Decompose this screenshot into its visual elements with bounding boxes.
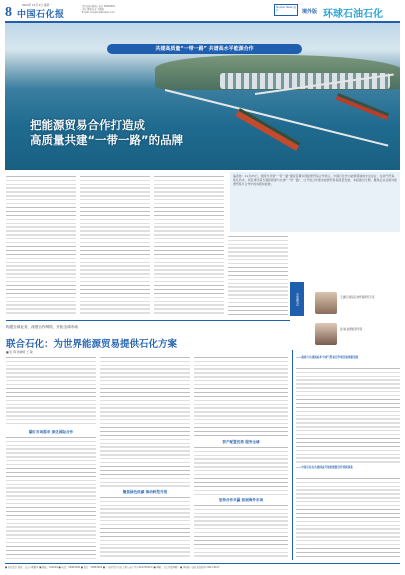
headline (30, 118, 183, 148)
editor-line: 审校 曹刚 版式 王晓刚 (82, 8, 104, 11)
section-heading: 聚焦绿色低碳 推动转型升级 (122, 490, 168, 494)
tanker-ship (336, 93, 390, 120)
article-column (6, 357, 96, 427)
article-column (6, 437, 96, 559)
article-column (296, 478, 400, 558)
expert-caption: 孙 敏 能源经济学者 (340, 328, 363, 331)
topic-banner: 共建高质量“一带一路” 共谱高水平能源合作 (107, 44, 302, 54)
section-heading: 资产配置优势 服务全球 (222, 440, 260, 444)
editor-note: 编者按：11月25日，我国与共建“一带一路”国家签署多项能源贸易合作协议。中国石化作为能源领域的中央企业，在油气贸易、炼化技术、项目建设等方面积极参与共建“一带一路”，以开放合作推动能源贸易高质量发展。本版推出专题，聚焦企业在海外能源贸易与合作中的实践和成效。 (230, 172, 400, 232)
article-column (100, 357, 190, 487)
feature-subhead: ——我国与共建国家多个油气贸易合作项目取得新进展 (296, 356, 359, 359)
headline-line: 高质量共建“一带一路”的品牌 (30, 133, 184, 147)
editor-line: E-mail: sinopec@sinopec.com (82, 11, 115, 14)
issue-date: 2024年 12月 2日 星期一 (22, 4, 52, 7)
article-column (296, 368, 400, 463)
article-byline: ■ 张 辉 周晓明 王 敏 (6, 350, 33, 354)
expert-caption: 王建民 国际石油贸易研究专家 (340, 296, 375, 299)
editor-line: 责任编辑 陈晓东 电话 59964000 (82, 5, 115, 8)
article-column (194, 447, 288, 495)
sidebar-tag: 专家观点 (290, 282, 304, 316)
section-divider (6, 320, 290, 321)
feature-subhead: ——中国石化在共建国家开展的能源合作持续深化 (296, 466, 354, 469)
paper-logo: 中国石化报 (17, 10, 65, 20)
article-column (194, 505, 288, 559)
section-title: 环球石油石化 (323, 9, 383, 20)
section-heading: 坚持合作共赢 拓展海外市场 (218, 498, 264, 502)
section-heading: 紧盯市场需求 深化国际合作 (28, 430, 74, 434)
editor-info (82, 5, 212, 14)
article-column (154, 176, 224, 316)
article-column (80, 176, 150, 316)
article-column (228, 236, 288, 316)
page-footer: ■ 石化报社 地址：北京市朝阳区 ■ 邮编：100029 ■ 电话：59963999 ■ 发行：59963200 ■ 广告经营许可证 京朝工商广登字20170022号 ■ 印刷：人民日报印刷厂 ■ 国内统一连续出版物号 CN11-0107 (5, 563, 400, 570)
section-label-small: 境外版 (302, 9, 318, 15)
column-divider (292, 350, 293, 560)
page-number: 8 (5, 5, 12, 20)
headline-line: 把能源贸易合作打造成 (30, 118, 145, 132)
expert-photo (315, 323, 337, 345)
expert-photo (315, 292, 337, 314)
article-column (194, 357, 288, 437)
article-column (100, 497, 190, 559)
article-column (6, 176, 76, 316)
article-title: 联合石化：为世界能源贸易提供石化方案 (6, 339, 178, 350)
article-kicker: 构建全球业务、深度合作网络，开拓全球市场 (6, 325, 78, 329)
section-badge: Sinopec News 海外 (274, 4, 298, 16)
